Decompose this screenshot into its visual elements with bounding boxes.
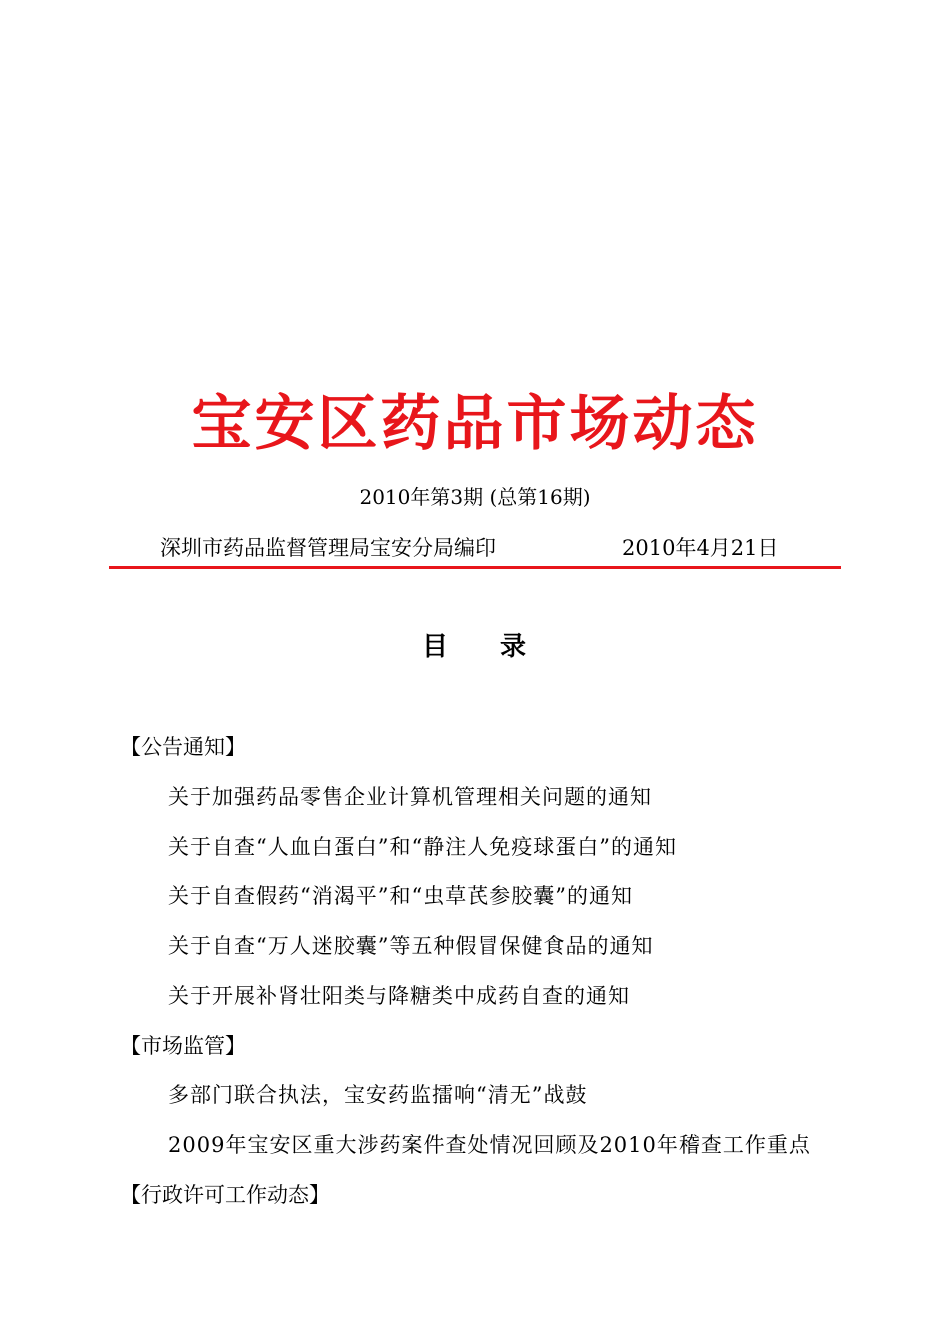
toc-item: 2009年宝安区重大涉药案件查处情况回顾及2010年稽查工作重点 [168,1133,811,1157]
toc-item: 多部门联合执法，宝安药监擂响“清无”战鼓 [168,1083,588,1107]
toc-heading-right: 录 [500,632,527,662]
issue-number: 2010年第3期 (总第16期) [359,485,591,509]
toc-item: 关于自查“万人迷胶囊”等五种假冒保健食品的通知 [168,934,654,958]
toc-item: 关于加强药品零售企业计算机管理相关问题的通知 [168,785,652,809]
toc-item: 关于自查“人血白蛋白”和“静注人免疫球蛋白”的通知 [168,835,677,859]
header-divider [109,566,841,569]
toc-section-title: 【行政许可工作动态】 [120,1183,330,1207]
toc-item: 关于自查假药“消渴平”和“虫草芪参胶囊”的通知 [168,884,633,908]
toc-section-title: 【市场监管】 [120,1034,246,1058]
publisher: 深圳市药品监督管理局宝安分局编印 [160,536,496,560]
publication-date: 2010年4月21日 [622,536,779,560]
toc-heading [422,630,526,664]
newsletter-title: 宝安区药品市场动态 [191,389,759,459]
toc-heading-left: 目 [422,632,449,662]
toc-item: 关于开展补肾壮阳类与降糖类中成药自查的通知 [168,984,630,1008]
toc-section-title: 【公告通知】 [120,735,246,759]
